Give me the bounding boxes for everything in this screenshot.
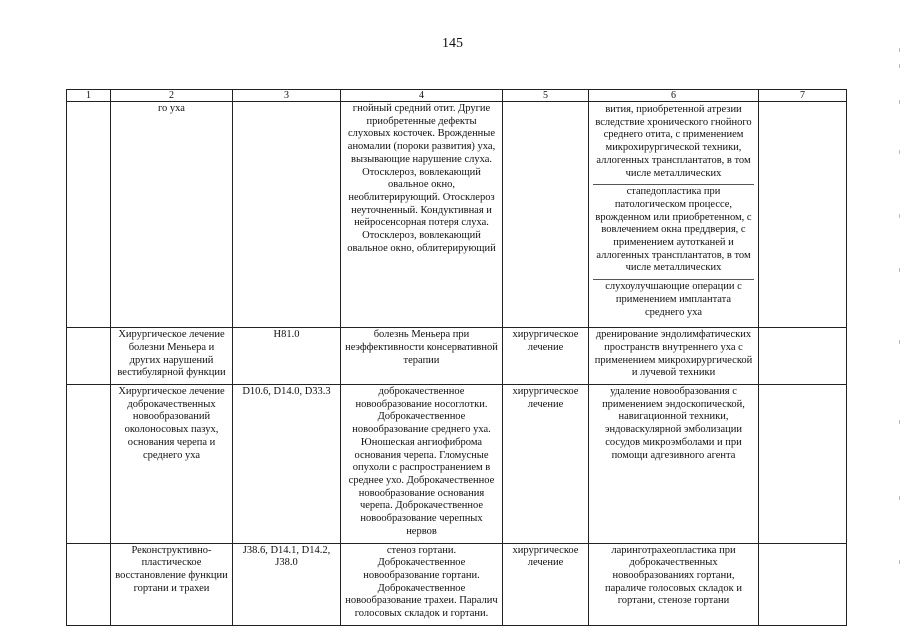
cell-treatment-type: хирургическое лечение [503, 385, 589, 543]
cell-treatment-name: го уха [111, 102, 233, 328]
cell-icd-code: D10.6, D14.0, D33.3 [233, 385, 341, 543]
scan-edge-marks [899, 0, 901, 640]
header-col-1: 1 [67, 90, 111, 102]
scan-mark [899, 268, 900, 272]
cell-diagnosis: доброкачественное новообразование носоглотки. Доброкачественное новообразование среднего уха. Юношеская ангиофиброма основания черепа. Гломусные опухоли с распространением в среднее ухо. Доброкачественное новообразование основания черепа. Доброкачественное новообразование черепных нервов [341, 385, 503, 543]
header-col-4: 4 [341, 90, 503, 102]
cell-method-part: стапедопластика при патологическом процессе, врожденном или приобретенном, с вовлечением окна преддверия, с применением аутотканей и аллогенных трансплантатов, в том числе металлических [593, 185, 754, 280]
cell-treatment-type: хирургическое лечение [503, 328, 589, 385]
cell-treatment-name: Хирургическое лечение доброкачественных новообразований околоносовых пазух, основания черепа и среднего уха [111, 385, 233, 543]
cell-extra [759, 328, 847, 385]
table-row [67, 102, 847, 328]
cell-icd-code [233, 102, 341, 328]
cell-number [67, 543, 111, 625]
scan-mark [899, 496, 900, 500]
cell-icd-code: J38.6, D14.1, D14.2, J38.0 [233, 543, 341, 625]
table-row [67, 385, 847, 543]
scan-mark [899, 48, 900, 52]
scan-mark [899, 64, 900, 68]
scan-mark [899, 100, 900, 104]
cell-extra [759, 102, 847, 328]
cell-number [67, 328, 111, 385]
scan-mark [899, 214, 900, 218]
cell-method: дренирование эндолимфатических пространств внутреннего уха с применением микрохирургической и лучевой техники [589, 328, 759, 385]
medical-procedures-table [66, 89, 847, 626]
scan-mark [899, 150, 900, 154]
header-row [67, 90, 847, 102]
header-col-2: 2 [111, 90, 233, 102]
scan-mark [899, 340, 900, 344]
cell-method: удаление новообразования с применением эндоскопической, навигационной техники, эндоваскулярной эмболизации сосудов микроэмболами и при помощи адгезивного агента [589, 385, 759, 543]
cell-method: ларинготрахеопластика при доброкачественных новообразованиях гортани, параличе голосовых складок и гортани, стенозе гортани [589, 543, 759, 625]
cell-method-group [589, 102, 759, 328]
cell-diagnosis: болезнь Меньера при неэффективности консервативной терапии [341, 328, 503, 385]
table-row [67, 543, 847, 625]
cell-number [67, 102, 111, 328]
scan-mark [899, 420, 900, 424]
cell-extra [759, 385, 847, 543]
cell-treatment-type: хирургическое лечение [503, 543, 589, 625]
cell-method-part: слухоулучшающие операции с применением имплантата среднего уха [605, 281, 742, 318]
header-col-3: 3 [233, 90, 341, 102]
scan-mark [899, 560, 900, 564]
cell-diagnosis: стеноз гортани. Доброкачественное новообразование гортани. Доброкачественное новообразование трахеи. Паралич голосовых складок и гортани. [341, 543, 503, 625]
cell-diagnosis: гнойный средний отит. Другие приобретенные дефекты слуховых косточек. Врожденные аномалии (пороки развития) уха, вызывающие нарушение слуха. Отосклероз, вовлекающий овальное окно, необлитерирующий. Отосклероз неуточненный. Кондуктивная и нейросенсорная потеря слуха. Отосклероз, вовлекающий овальное окно, облитерирующий [341, 102, 503, 328]
table-row [67, 328, 847, 385]
cell-method-part: вития, приобретенной атрезии вследствие хронического гнойного среднего отита, с применением микрохирургической техники, аллогенных трансплантатов, в том числе металлических [593, 103, 754, 185]
cell-treatment-name: Реконструктивно-пластическое восстановление функции гортани и трахеи [111, 543, 233, 625]
cell-treatment-name: Хирургическое лечение болезни Меньера и других нарушений вестибулярной функции [111, 328, 233, 385]
page-number: 145 [442, 36, 463, 51]
cell-icd-code: H81.0 [233, 328, 341, 385]
header-col-5: 5 [503, 90, 589, 102]
cell-treatment-type [503, 102, 589, 328]
header-col-6: 6 [589, 90, 759, 102]
cell-number [67, 385, 111, 543]
cell-extra [759, 543, 847, 625]
header-col-7: 7 [759, 90, 847, 102]
